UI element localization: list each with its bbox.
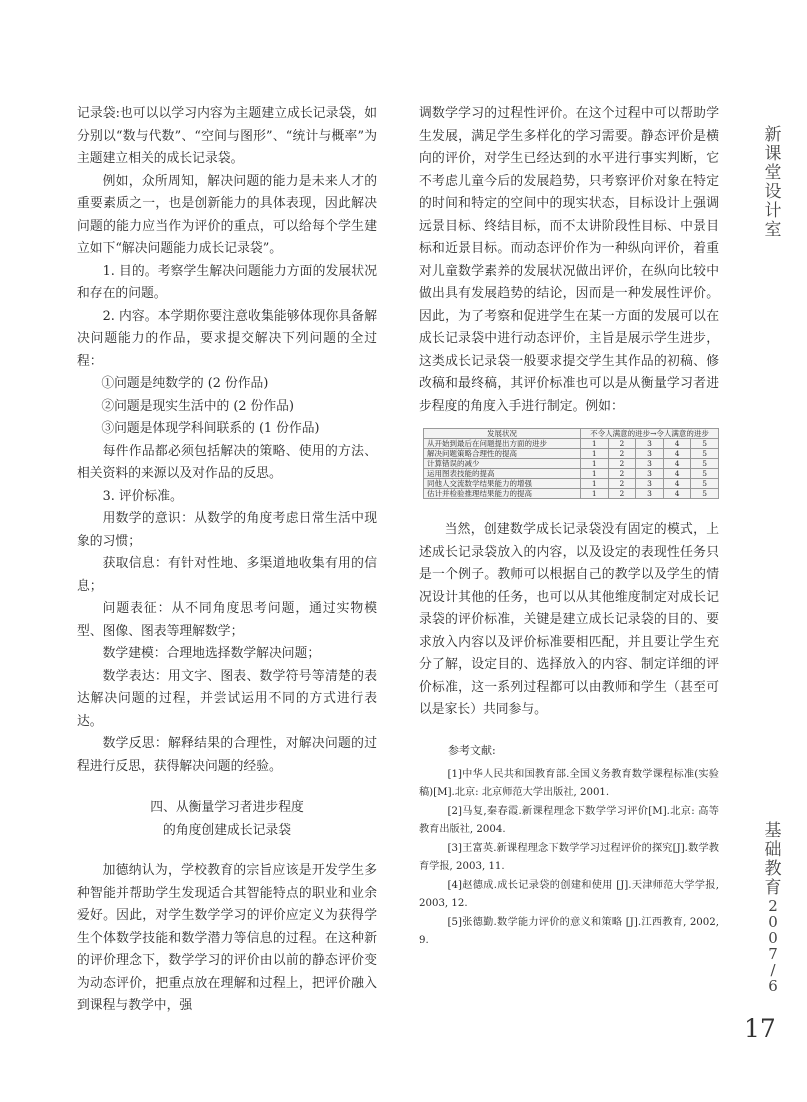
table-score-cell: 4: [663, 439, 691, 449]
sidebar-bottom-text: [763, 822, 783, 898]
right-column: [419, 103, 719, 951]
table-score-cell: 2: [608, 449, 636, 459]
table-header-row: [424, 429, 719, 439]
paragraph: 问题表征：从不同角度思考问题，通过实物模型、图像、图表等理解数学；: [77, 601, 377, 639]
table-score-cell: 3: [636, 439, 664, 449]
table-score-cell: 5: [691, 439, 719, 449]
table-score-cell: 1: [581, 489, 609, 499]
table-score-cell: 4: [663, 459, 691, 469]
table-header-left: 发展状况: [424, 429, 581, 439]
sidebar-char: 计: [764, 201, 782, 221]
right-body-text-cont: [419, 519, 719, 722]
paragraph: 记录袋:也可以以学习内容为主题建立成长记录袋，如分别以“数与代数”、“空间与图形”、“统计与概率”为主题建立相关的成长记录袋。: [77, 106, 377, 166]
table-score-cell: 2: [608, 469, 636, 479]
table-score-cell: 5: [691, 459, 719, 469]
sidebar-char: 2: [768, 897, 778, 915]
table-score-cell: 4: [663, 449, 691, 459]
table-score-cell: 3: [636, 479, 664, 489]
reference-item: [3]王富英.新课程理念下数学学习过程评价的探究[J].数学教育学报, 2003, 11.: [419, 842, 719, 872]
table-score-cell: 2: [608, 439, 636, 449]
paragraph: 获取信息：有针对性地、多渠道地收集有用的信息；: [77, 556, 377, 594]
references-list: [419, 766, 719, 951]
paragraph: 3. 评价标准。: [102, 488, 183, 504]
table-score-cell: 1: [581, 459, 609, 469]
paragraph: 调数学学习的过程性评价。在这个过程中可以帮助学生发展，满足学生多样化的学习需要。静态评价是横向的评价，对学生已经达到的水平进行事实判断，它不考虑儿童今后的发展趋势，只考察评价对象在特定的时间和特定的空间中的现实状态，目标设计上强调远景目标、终结目标，而不太讲阶段性目标、中景目标和近景目标。而动态评价作为一种纵向评价，着重对儿童数学素养的发展状况做出评价，在纵向比较中做出具有发展趋势的结论，因而是一种发展性评价。因此，为了考察和促进学生在某一方面的发展可以在成长记录袋中进行动态评价，主旨是展示学生进步，这类成长记录袋一般要求提交学生其作品的初稿、修改稿和最终稿，其评价标准也可以是从衡量学习者进步程度的角度入手进行制定。例如：: [419, 106, 719, 414]
sidebar-char: 堂: [764, 163, 782, 183]
table-score-cell: 1: [581, 439, 609, 449]
paragraph: 例如，众所周知，解决问题的能力是未来人才的重要素质之一，也是创新能力的具体表现，因此解决问题的能力应当作为评价的重点，可以给每个学生建立如下“解决问题能力成长记录袋”。: [77, 173, 377, 256]
sidebar-char: 育: [764, 878, 782, 898]
paragraph: ①问题是纯数学的 (2 份作品): [101, 376, 269, 391]
table-score-cell: 3: [636, 449, 664, 459]
table-score-cell: 4: [663, 479, 691, 489]
table-row-label: 估计并检验推理结果能力的提高: [424, 489, 581, 499]
table-row: [424, 459, 719, 469]
left-column: [77, 103, 377, 1018]
section-heading-line1: 四、从衡量学习者进步程度: [150, 800, 304, 815]
paragraph: 1. 目的。考察学生解决问题能力方面的发展状况和存在的问题。: [77, 263, 377, 301]
paragraph: 数学建模：合理地选择数学解决问题；: [102, 646, 321, 661]
table-score-cell: 5: [691, 489, 719, 499]
sidebar-issue-label: [763, 822, 783, 994]
table-score-cell: 1: [581, 449, 609, 459]
table-score-cell: 2: [608, 489, 636, 499]
references-title: 参考文献:: [448, 743, 496, 757]
sidebar-char: 0: [768, 929, 778, 947]
page-number: 17: [744, 1014, 776, 1043]
paragraph: 用数学的意识：从数学的角度考虑日常生活中现象的习惯；: [77, 511, 377, 549]
table-row-label: 运用图表技能的提高: [424, 469, 581, 479]
table-score-cell: 5: [691, 449, 719, 459]
table-row: [424, 479, 719, 489]
sidebar-char: 7: [768, 945, 778, 963]
sidebar-char: 础: [764, 840, 782, 860]
table-score-cell: 5: [691, 479, 719, 489]
table-row: [424, 449, 719, 459]
paragraph: ②问题是现实生活中的 (2 份作品): [101, 398, 294, 414]
sidebar-char: 室: [764, 220, 782, 240]
paragraph: 每件作品都必须包括解决的策略、使用的方法、相关资料的来源以及对作品的反思。: [77, 443, 377, 481]
sidebar-year-text: [763, 898, 783, 994]
table-score-cell: 3: [636, 459, 664, 469]
left-body-text-cont: [77, 860, 377, 1018]
reference-item: [5]张德勤.数学能力评价的意义和策略 [J].江西教育, 2002, 9.: [419, 916, 719, 946]
reference-item: [2]马复,秦春霞.新课程理念下数学学习评价[M].北京: 高等教育出版社, 2004.: [419, 805, 719, 835]
paragraph: 数学反思：解释结果的合理性，对解决问题的过程进行反思，获得解决问题的经验。: [77, 736, 377, 774]
left-body-text: [77, 103, 377, 778]
table-row: [424, 439, 719, 449]
table-score-cell: 1: [581, 479, 609, 489]
table-score-cell: 1: [581, 469, 609, 479]
table-row: [424, 489, 719, 499]
table-row-label: 同他人交流数学结果能力的增强: [424, 479, 581, 489]
sidebar-char: /: [770, 961, 776, 979]
sidebar-column-label: [763, 126, 783, 240]
sidebar-char: 0: [768, 913, 778, 931]
table-row: [424, 469, 719, 479]
paragraph: 数学表达：用文字、图表、数学符号等清楚的表达解决问题的过程，并尝试运用不同的方式进行表达。: [77, 668, 377, 729]
paragraph: 2. 内容。本学期你要注意收集能够体现你具备解决问题能力的作品，要求提交解决下列问题的全过程：: [77, 308, 377, 369]
table-header-right: 不令人满意的进步→令人满意的进步: [581, 429, 719, 439]
reference-item: [1]中华人民共和国教育部.全国义务教育数学课程标准(实验稿)[M].北京: 北京师范大学出版社, 2001.: [419, 768, 719, 798]
table-score-cell: 4: [663, 489, 691, 499]
table-score-cell: 3: [636, 469, 664, 479]
sidebar-char: 6: [768, 977, 778, 995]
sidebar-char: 课: [764, 144, 782, 164]
paragraph: 当然，创建数学成长记录袋没有固定的模式，上述成长记录袋放入的内容，以及设定的表现性任务只是一个例子。教师可以根据自己的教学以及学生的情况设计其他的任务，也可以从其他维度制定对成长记录袋的评价标准，关键是建立成长记录袋的目的、要求放入内容以及评价标准要相匹配，并且要让学生充分了解，设定目的、选择放入的内容、制定详细的评价标准，这一系列过程都可以由教师和学生（甚至可以是家长）共同参与。: [419, 522, 719, 717]
sidebar-char: 基: [764, 821, 782, 841]
paragraph: ③问题是体现学科间联系的 (1 份作品): [101, 421, 320, 436]
paragraph: 加德纳认为，学校教育的宗旨应该是开发学生多种智能并帮助学生发现适合其智能特点的职业和业余爱好。因此，对学生数学学习的评价应定义为获得学生个体数学技能和数学潜力等信息的过程。在这种新的评价理念下，数学学习的评价由以前的静态评价变为动态评价，把重点放在理解和过程上，把评价融入到课程与教学中，强: [77, 863, 377, 1013]
reference-item: [4]赵德成.成长记录袋的创建和使用 [J].天津师范大学学报, 2003, 12.: [419, 879, 719, 909]
evaluation-table: [423, 428, 719, 499]
table-row-label: 计算错误的减少: [424, 459, 581, 469]
table-score-cell: 5: [691, 469, 719, 479]
table-row-label: 从开始到最后在问题提出方面的进步: [424, 439, 581, 449]
table-score-cell: 3: [636, 489, 664, 499]
table-row-label: 解决问题策略合理性的提高: [424, 449, 581, 459]
section-heading-line2: 的角度创建成长记录袋: [163, 823, 291, 838]
table-score-cell: 2: [608, 479, 636, 489]
table-score-cell: 4: [663, 469, 691, 479]
table-score-cell: 2: [608, 459, 636, 469]
sidebar-char: 新: [764, 125, 782, 145]
section-heading: [77, 796, 377, 842]
sidebar-top-text: [763, 126, 783, 240]
right-body-text: [419, 103, 719, 418]
sidebar-char: 教: [764, 859, 782, 879]
sidebar-char: 设: [764, 182, 782, 202]
